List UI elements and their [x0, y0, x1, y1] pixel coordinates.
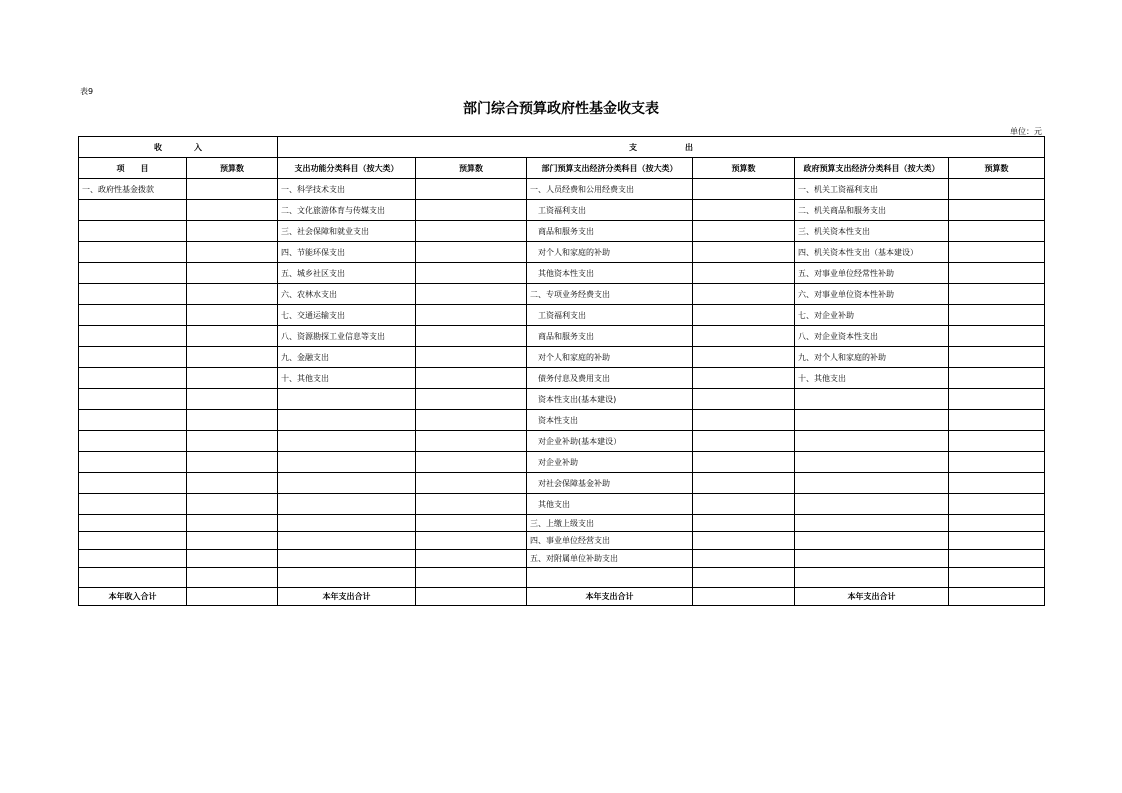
table-cell	[187, 532, 278, 550]
table-cell	[187, 368, 278, 389]
table-cell: 对个人和家庭的补助	[527, 347, 693, 368]
page-title: 部门综合预算政府性基金收支表	[463, 101, 659, 117]
table-cell	[278, 532, 416, 550]
table-cell	[693, 305, 795, 326]
table-cell	[79, 452, 187, 473]
table-row	[79, 263, 1045, 284]
table-cell: 对企业补助	[527, 452, 693, 473]
table-cell	[693, 532, 795, 550]
table-cell	[416, 368, 527, 389]
table-row	[79, 494, 1045, 515]
table-cell	[187, 452, 278, 473]
table-cell	[693, 221, 795, 242]
table-cell	[795, 431, 949, 452]
table-cell: 七、交通运输支出	[278, 305, 416, 326]
table-cell	[187, 263, 278, 284]
table-cell	[795, 515, 949, 532]
table-cell	[416, 221, 527, 242]
table-cell: 七、对企业补助	[795, 305, 949, 326]
table-cell: 债务付息及费用支出	[527, 368, 693, 389]
table-cell	[949, 179, 1045, 200]
table-cell: 对个人和家庭的补助	[527, 242, 693, 263]
table-cell	[79, 550, 187, 568]
table-cell: 二、文化旅游体育与传媒支出	[278, 200, 416, 221]
table-cell	[79, 431, 187, 452]
table-cell	[795, 550, 949, 568]
column-header: 部门预算支出经济分类科目（按大类）	[527, 158, 693, 179]
table-cell: 三、机关资本性支出	[795, 221, 949, 242]
table-cell: 资本性支出	[527, 410, 693, 431]
table-cell: 五、城乡社区支出	[278, 263, 416, 284]
table-cell: 八、资源勘探工业信息等支出	[278, 326, 416, 347]
column-header: 预算数	[949, 158, 1045, 179]
column-header: 预算数	[416, 158, 527, 179]
table-cell: 九、金融支出	[278, 347, 416, 368]
table-cell	[949, 550, 1045, 568]
table-cell	[187, 410, 278, 431]
table-row	[79, 473, 1045, 494]
table-cell: 其他资本性支出	[527, 263, 693, 284]
column-header: 支出功能分类科目（按大类）	[278, 158, 416, 179]
table-cell	[187, 221, 278, 242]
table-cell	[693, 242, 795, 263]
table-cell: 四、事业单位经营支出	[527, 532, 693, 550]
total-cell: 本年支出合计	[278, 588, 416, 606]
table-cell	[416, 568, 527, 588]
table-cell	[79, 368, 187, 389]
table-cell: 十、其他支出	[278, 368, 416, 389]
table-cell	[416, 389, 527, 410]
table-cell	[278, 473, 416, 494]
table-row	[79, 284, 1045, 305]
table-cell	[187, 473, 278, 494]
table-cell	[693, 410, 795, 431]
table-cell: 一、机关工资福利支出	[795, 179, 949, 200]
table-cell	[187, 179, 278, 200]
table-row	[79, 242, 1045, 263]
table-row	[79, 389, 1045, 410]
table-cell	[416, 550, 527, 568]
table-cell	[278, 568, 416, 588]
table-cell	[278, 452, 416, 473]
table-row	[79, 550, 1045, 568]
table-cell	[416, 242, 527, 263]
expense-header: 支 出	[278, 137, 1045, 158]
table-cell	[187, 284, 278, 305]
table-cell	[79, 221, 187, 242]
table-cell	[187, 568, 278, 588]
table-row	[79, 305, 1045, 326]
table-cell	[278, 515, 416, 532]
table-cell: 其他支出	[527, 494, 693, 515]
table-cell: 一、科学技术支出	[278, 179, 416, 200]
table-cell: 一、人员经费和公用经费支出	[527, 179, 693, 200]
table-cell: 三、社会保障和就业支出	[278, 221, 416, 242]
table-cell	[693, 179, 795, 200]
table-cell	[416, 452, 527, 473]
table-cell: 对企业补助(基本建设）	[527, 431, 693, 452]
table-cell	[79, 473, 187, 494]
table-cell	[949, 242, 1045, 263]
table-cell: 六、农林水支出	[278, 284, 416, 305]
table-row	[79, 221, 1045, 242]
table-cell	[693, 284, 795, 305]
table-cell	[693, 368, 795, 389]
table-cell	[416, 431, 527, 452]
table-cell: 八、对企业资本性支出	[795, 326, 949, 347]
table-cell	[795, 389, 949, 410]
table-row	[79, 410, 1045, 431]
table-cell: 二、机关商品和服务支出	[795, 200, 949, 221]
table-cell	[416, 494, 527, 515]
table-row	[79, 326, 1045, 347]
table-row	[79, 179, 1045, 200]
table-cell: 一、政府性基金拨款	[79, 179, 187, 200]
table-cell	[693, 473, 795, 494]
table-cell: 商品和服务支出	[527, 326, 693, 347]
table-cell	[693, 263, 795, 284]
table-id: 表9	[80, 87, 94, 96]
column-header-row	[79, 158, 1045, 179]
totals-row	[79, 588, 1045, 606]
table-cell	[187, 494, 278, 515]
table-cell	[693, 568, 795, 588]
table-cell	[949, 368, 1045, 389]
table-row	[79, 347, 1045, 368]
table-cell	[187, 550, 278, 568]
table-cell	[795, 532, 949, 550]
table-cell	[949, 568, 1045, 588]
table-cell	[79, 242, 187, 263]
table-cell	[949, 263, 1045, 284]
table-cell	[416, 284, 527, 305]
table-cell	[79, 263, 187, 284]
table-cell	[949, 452, 1045, 473]
total-cell: 本年收入合计	[79, 588, 187, 606]
table-cell	[795, 410, 949, 431]
table-cell	[693, 452, 795, 473]
table-cell	[187, 347, 278, 368]
table-cell	[187, 242, 278, 263]
table-cell	[278, 550, 416, 568]
table-cell	[416, 410, 527, 431]
table-cell	[949, 431, 1045, 452]
section-header-row	[79, 137, 1045, 158]
table-cell	[416, 347, 527, 368]
table-cell	[795, 568, 949, 588]
table-cell	[949, 326, 1045, 347]
table-cell: 对社会保障基金补助	[527, 473, 693, 494]
table-cell	[949, 389, 1045, 410]
table-cell	[949, 284, 1045, 305]
table-cell	[416, 263, 527, 284]
table-cell	[187, 431, 278, 452]
table-cell	[416, 515, 527, 532]
table-cell	[416, 200, 527, 221]
table-cell	[693, 431, 795, 452]
table-cell	[79, 532, 187, 550]
table-cell	[949, 473, 1045, 494]
table-cell	[949, 305, 1045, 326]
table-cell	[278, 431, 416, 452]
table-cell: 工资福利支出	[527, 200, 693, 221]
table-cell	[949, 494, 1045, 515]
table-cell	[693, 326, 795, 347]
table-cell	[187, 200, 278, 221]
total-cell	[416, 588, 527, 606]
table-cell	[693, 200, 795, 221]
income-header: 收 入	[79, 137, 278, 158]
table-cell	[79, 515, 187, 532]
total-cell: 本年支出合计	[795, 588, 949, 606]
table-row	[79, 368, 1045, 389]
table-cell: 工资福利支出	[527, 305, 693, 326]
table-cell	[278, 494, 416, 515]
table-row	[79, 515, 1045, 532]
total-cell: 本年支出合计	[527, 588, 693, 606]
table-cell	[79, 568, 187, 588]
table-cell	[79, 494, 187, 515]
total-cell	[949, 588, 1045, 606]
table-cell	[416, 305, 527, 326]
budget-table	[78, 136, 1045, 606]
table-cell	[949, 515, 1045, 532]
table-cell: 四、机关资本性支出（基本建设）	[795, 242, 949, 263]
table-cell	[187, 389, 278, 410]
table-cell	[278, 389, 416, 410]
table-row	[79, 532, 1045, 550]
table-cell	[187, 515, 278, 532]
column-header: 政府预算支出经济分类科目（按大类）	[795, 158, 949, 179]
table-cell	[79, 326, 187, 347]
table-cell	[187, 305, 278, 326]
table-cell	[79, 305, 187, 326]
table-cell: 六、对事业单位资本性补助	[795, 284, 949, 305]
table-cell: 五、对附属单位补助支出	[527, 550, 693, 568]
table-cell: 五、对事业单位经常性补助	[795, 263, 949, 284]
table-cell: 资本性支出(基本建设)	[527, 389, 693, 410]
total-cell	[187, 588, 278, 606]
table-cell	[416, 326, 527, 347]
table-cell	[795, 494, 949, 515]
table-cell	[949, 410, 1045, 431]
table-cell	[949, 532, 1045, 550]
table-cell: 二、专项业务经费支出	[527, 284, 693, 305]
column-header: 预算数	[693, 158, 795, 179]
table-cell	[79, 389, 187, 410]
table-cell	[527, 568, 693, 588]
table-cell	[79, 410, 187, 431]
table-cell	[416, 179, 527, 200]
table-cell	[693, 347, 795, 368]
table-cell	[693, 515, 795, 532]
table-cell: 商品和服务支出	[527, 221, 693, 242]
table-cell	[949, 200, 1045, 221]
table-cell	[416, 532, 527, 550]
table-cell	[416, 473, 527, 494]
table-cell: 三、上缴上级支出	[527, 515, 693, 532]
table-cell	[949, 347, 1045, 368]
column-header: 预算数	[187, 158, 278, 179]
table-cell	[693, 389, 795, 410]
unit-label: 单位：元	[1010, 127, 1042, 136]
table-cell: 九、对个人和家庭的补助	[795, 347, 949, 368]
table-cell	[795, 452, 949, 473]
table-cell: 十、其他支出	[795, 368, 949, 389]
column-header: 项 目	[79, 158, 187, 179]
total-cell	[693, 588, 795, 606]
table-cell	[278, 410, 416, 431]
table-row	[79, 452, 1045, 473]
table-cell	[79, 284, 187, 305]
table-cell	[693, 550, 795, 568]
table-row	[79, 200, 1045, 221]
table-cell	[949, 221, 1045, 242]
table-row	[79, 568, 1045, 588]
table-cell	[795, 473, 949, 494]
table-cell	[693, 494, 795, 515]
table-row	[79, 431, 1045, 452]
table-cell: 四、节能环保支出	[278, 242, 416, 263]
table-cell	[79, 200, 187, 221]
table-cell	[187, 326, 278, 347]
table-cell	[79, 347, 187, 368]
